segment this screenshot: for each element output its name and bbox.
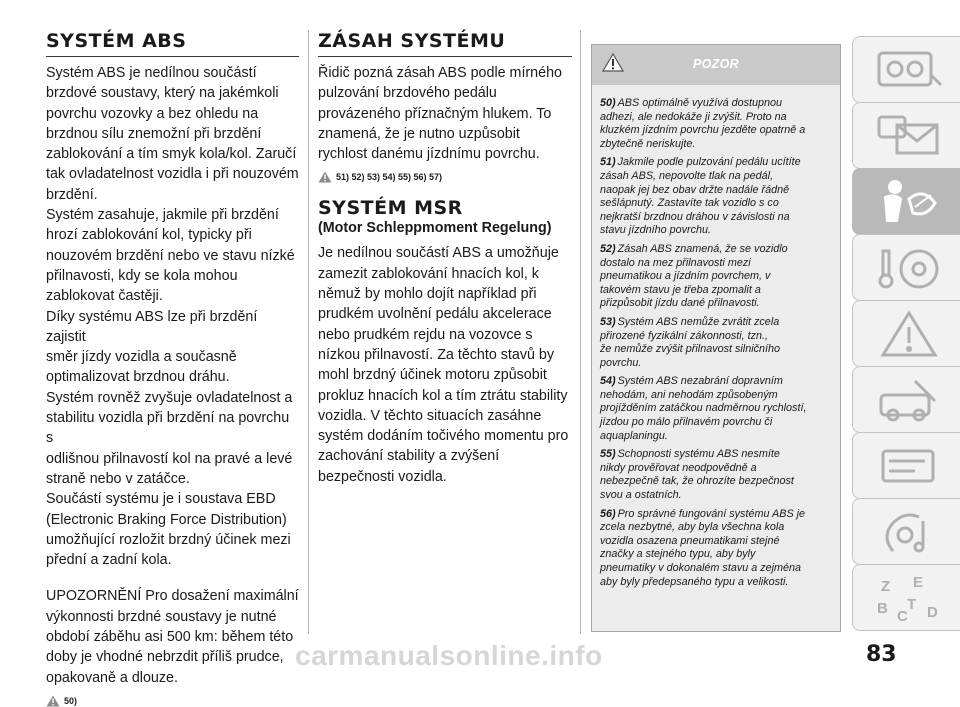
warning-notes	[592, 85, 840, 589]
index-letter: B	[877, 600, 888, 617]
heading-rule	[46, 56, 299, 57]
tab-emergency[interactable]	[852, 300, 960, 367]
warning-note	[600, 97, 832, 151]
tab-multimedia[interactable]	[852, 498, 960, 565]
note-text: ABS optimálně využívá dostupnou adhezi, ale nedokáže ji zvýšit. Proto na kluzkém jízdním povrchu jezděte opatrně a zbytečně neriskujte.	[600, 97, 806, 150]
note-number: 52)	[600, 242, 616, 255]
index-letter: E	[913, 574, 924, 591]
page-number: 83	[866, 642, 897, 667]
heading-rule	[318, 56, 572, 57]
watermark: carmanualsonline.info	[295, 640, 603, 671]
tab-starting-driving[interactable]	[852, 234, 960, 301]
key-steering-icon	[875, 243, 945, 295]
note-number: 51)	[600, 156, 616, 169]
column-abs	[46, 30, 299, 707]
warning-box	[591, 44, 841, 632]
heading-abs-system: SYSTÉM ABS	[46, 30, 187, 52]
paragraph-intervention: Řidič pozná zásah ABS podle mírného pulzování brzdového pedálu provázeného příznačným hlukem. To znamená, že je nutno uzpůsobit rychlost danému jízdnímu povrchu.	[318, 65, 562, 163]
warning-header	[592, 45, 840, 85]
index-letter: D	[927, 604, 938, 621]
paragraph-abs-description: Systém ABS je nedílnou součástí brzdové soustavy, který na jakémkoli povrchu vozovky a bez ohledu na brzdnou sílu znemožní při brzdění zablokování a tím smyk kola/kol. Zaručí tak ovladatelnost vozidla i při nouzovém brzdění. Systém zasahuje, jakmile při brzdění hrozí zablokování kol, typicky při nouzovém brzdění nebo ve stavu nízké přilnavosti, kdy se kola mohou zablokovat častěji. Díky systému ABS lze při brzdění zajistit směr jízdy vozidla a současně optimalizovat brzdnou dráhu. Systém rovněž zvyšuje ovladatelnost a stabilitu vozidla při brzdění na povrchu s odlišnou přilnavostí kol na pravé a levé straně nebo v zatáčce. Součástí systému je i soustava EBD (Electronic Braking Force Distribution) umožňující rozložit brzdný účinek mezi přední a zadní kola.	[46, 65, 299, 569]
index-letter: Z	[881, 578, 891, 595]
warning-note	[600, 156, 832, 238]
note-text: Systém ABS nezabrání dopravním nehodám, ani nehodám způsobeným projížděním zatáčkou nadměrnou rychlostí, jízdou po málo přilnavém povrchu či aquaplaningu.	[600, 375, 807, 442]
tools-car-icon	[875, 375, 945, 427]
index-letter: C	[897, 608, 908, 625]
reference-numbers: 51) 52) 53) 54) 55) 56) 57)	[336, 172, 443, 183]
note-number: 50)	[600, 97, 616, 109]
note-text: Pro správné fungování systému ABS je zcela nezbytné, aby byla všechna kola vozidla osazena pneumatikami stejné značky a stejného typu, aby byly pneumatiky v dokonalém stavu a zejména aby byly předepsaného typu a velikosti.	[600, 507, 806, 588]
warning-note	[600, 375, 832, 443]
warning-note	[600, 448, 832, 502]
tab-technical-data[interactable]	[852, 432, 960, 499]
warning-triangle-icon	[46, 695, 60, 707]
reference-numbers: 50)	[64, 695, 78, 706]
warning-note	[600, 243, 832, 311]
warning-note	[600, 316, 832, 370]
tab-maintenance[interactable]	[852, 366, 960, 433]
dashboard-car-icon	[875, 45, 945, 97]
note-text: Schopnosti systému ABS nesmíte nikdy prověřovat neodpovědně a nebezpečně tak, že ohrozíte bezpečnost svou a ostatních.	[600, 448, 794, 502]
note-text: Zásah ABS znamená, že se vozidlo dostalo na mez přilnavosti mezi pneumatikou a jízdním povrchem, v takovém stavu je třeba zpomalit a přizpůsobit jízdu dané přilnavosti.	[600, 242, 788, 310]
warning-reference	[318, 171, 572, 183]
note-number: 56)	[600, 507, 616, 520]
paragraph-msr: Je nedílnou součástí ABS a umožňuje zamezit zablokování hnacích kol, k němuž by mohlo dojít například při prudkém uvolnění pedálu akcelerace nebo prudkém rejdu na vozovce s nízkou přilnavostí. Za těchto stavů by mohl brzdný účinek motoru způsobit prokluz hnacích kol a tím ztrátu stability vozidla. V těchto situacích zasáhne systém dodáním točivého momentu pro zachování stability a zvýšení bezpečnosti vozidla.	[318, 245, 569, 485]
subtitle-msr: (Motor Schleppmoment Regelung)	[318, 220, 552, 237]
heading-system-intervention: ZÁSAH SYSTÉMU	[318, 30, 506, 52]
tab-dashboard[interactable]	[852, 36, 960, 103]
heading-msr-system: SYSTÉM MSR	[318, 197, 463, 220]
note-text: Systém ABS nemůže zvrátit zcela přirozené fyzikální zákonnosti, tzn., že nemůže zvýšit přilnavost silničního povrchu.	[600, 315, 781, 369]
note-number: 55)	[600, 448, 616, 461]
column-separator	[308, 30, 309, 634]
tab-alphabetical-index[interactable]	[852, 564, 960, 631]
warning-note	[600, 508, 832, 590]
safety-airbag-icon	[875, 177, 945, 229]
column-separator	[580, 30, 581, 634]
paragraph-break-in-notice: UPOZORNĚNÍ Pro dosažení maximální výkonnosti brzdné soustavy je nutné období záběhu asi 500 km: během této doby je vhodné nebrzdit příliš prudce, opakovaně a dlouze.	[46, 588, 299, 686]
column-system-intervention	[318, 30, 572, 487]
warning-reference	[46, 695, 299, 707]
index-letter: T	[907, 596, 917, 613]
chapter-index	[852, 36, 960, 626]
mail-icon	[875, 111, 945, 163]
note-number: 54)	[600, 375, 616, 388]
warning-triangle-car-icon	[875, 309, 945, 361]
note-text: Jakmile podle pulzování pedálu ucítíte zásah ABS, nepovolte tlak na pedál, naopak jej bez obav držte nadále řádně sešlápnutý. Zastavíte tak vozidlo s co nejkratší brzdnou dráhou v závislosti na stavu jízdního povrchu.	[600, 156, 801, 237]
warning-title: POZOR	[693, 57, 739, 71]
tab-mail[interactable]	[852, 102, 960, 169]
tab-safety[interactable]	[852, 168, 960, 235]
note-number: 53)	[600, 315, 616, 328]
alphabetical-index-icon	[875, 573, 945, 625]
technical-data-icon	[875, 441, 945, 493]
warning-triangle-icon	[318, 171, 332, 183]
multimedia-icon	[875, 507, 945, 559]
